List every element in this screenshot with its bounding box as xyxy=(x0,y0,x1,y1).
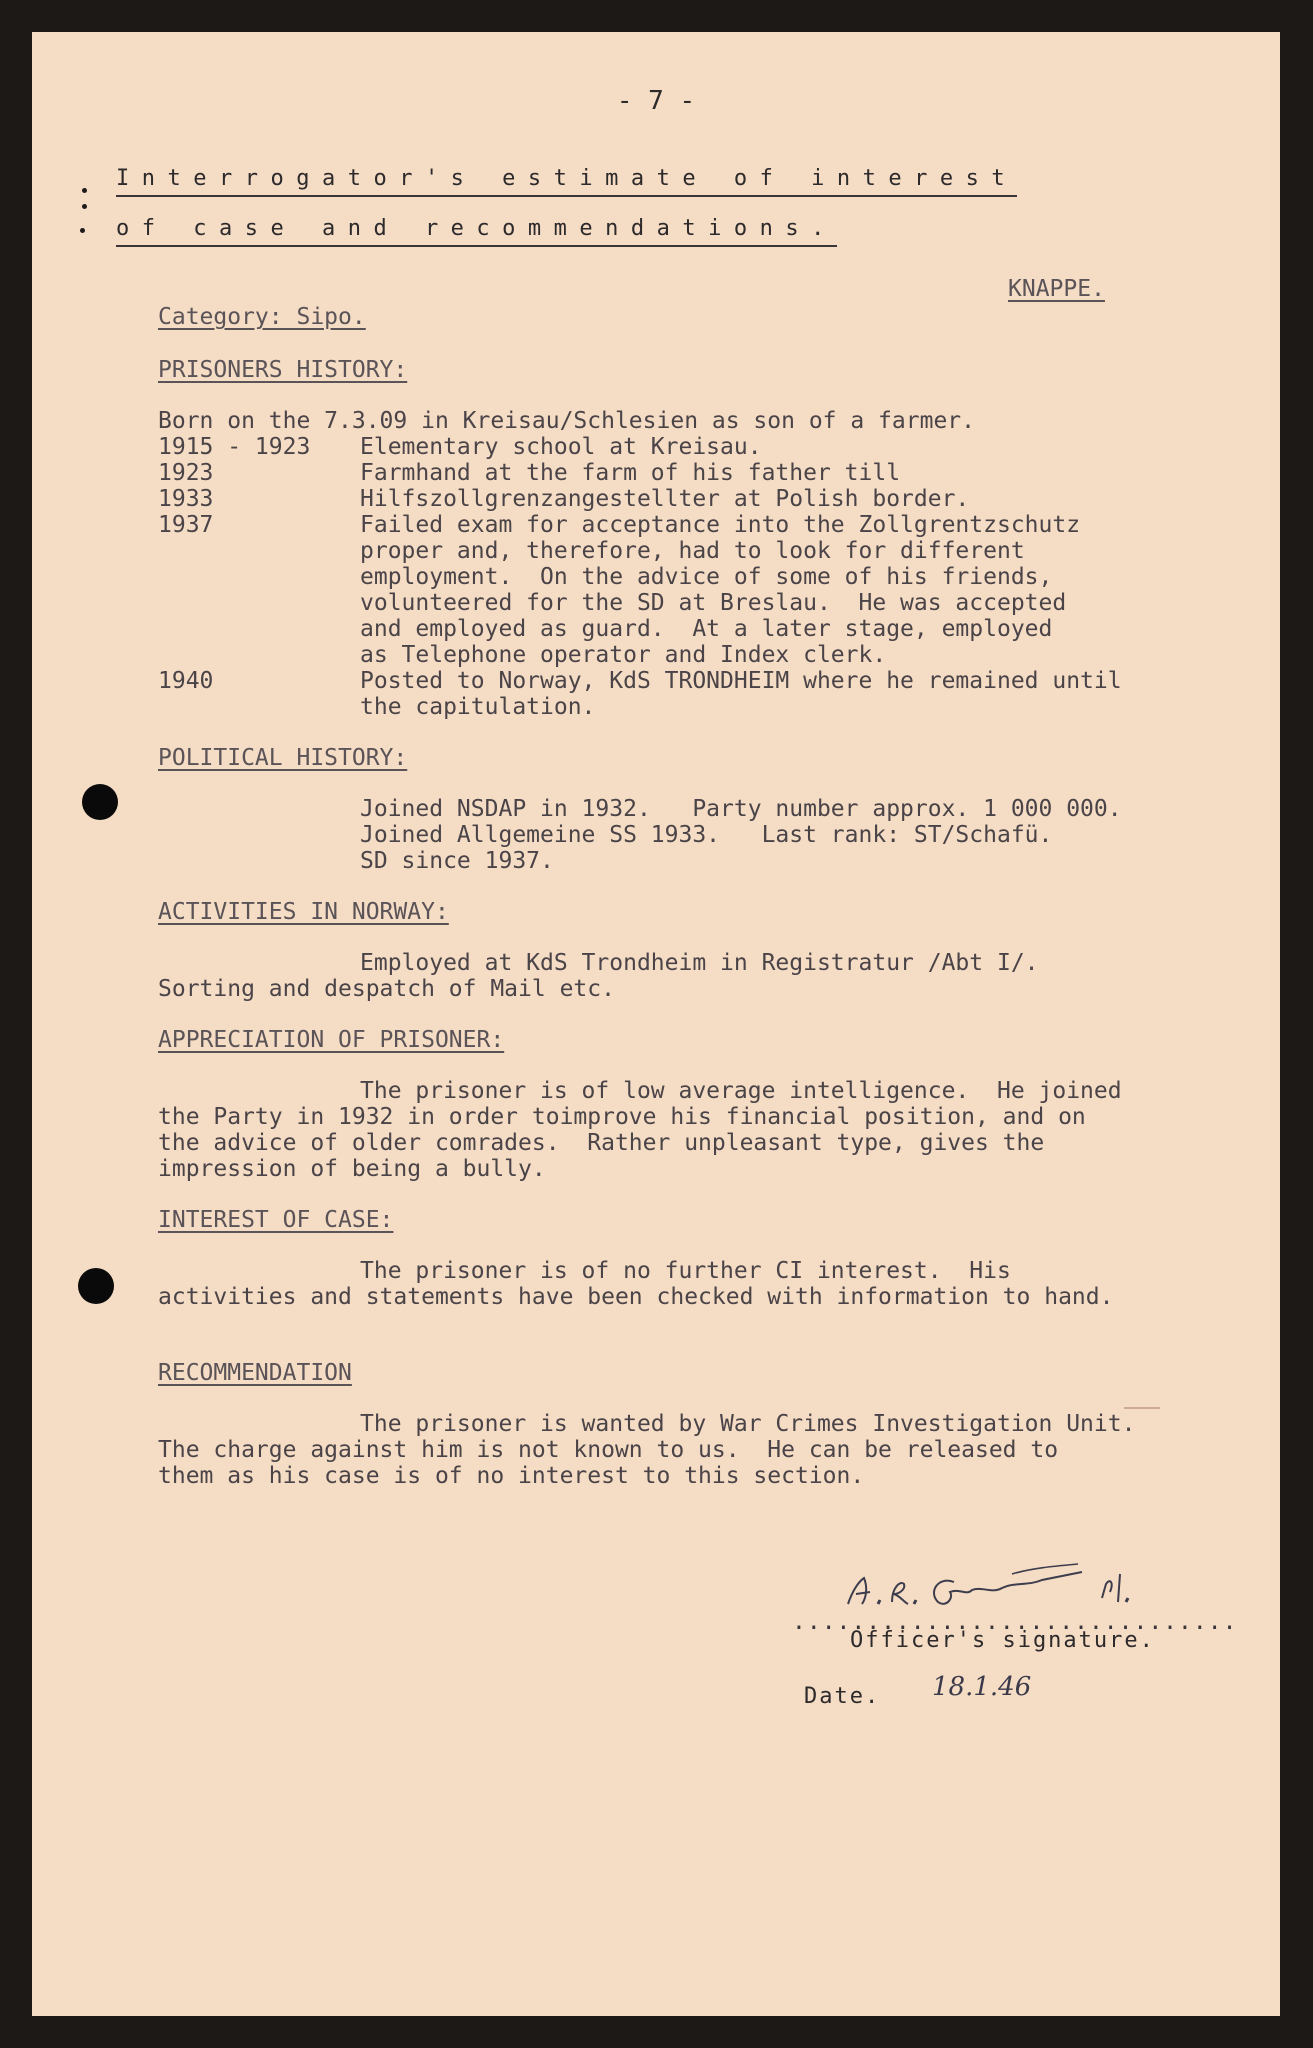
history-year: 1940 xyxy=(158,668,214,694)
punch-hole xyxy=(82,784,118,820)
appreciation-text: impression of being a bully. xyxy=(158,1156,546,1182)
history-intro: Born on the 7.3.09 in Kreisau/Schlesien as son of a farmer. xyxy=(158,408,975,434)
activities-text: Sorting and despatch of Mail etc. xyxy=(158,976,615,1002)
history-year: 1933 xyxy=(158,486,214,512)
history-year: 1937 xyxy=(158,512,214,538)
history-text: Hilfszollgrenzangestellter at Polish border. xyxy=(360,486,970,512)
recommendation-text: The charge against him is not known to us. He can be released to xyxy=(158,1437,1059,1463)
document-page xyxy=(32,32,1280,2016)
political-text: Joined Allgemeine SS 1933. Last rank: ST/Schafü. xyxy=(360,822,1053,848)
punch-hole xyxy=(78,1268,114,1304)
history-text: Posted to Norway, KdS TRONDHEIM where he remained until xyxy=(360,668,1122,694)
category: Category: Sipo. xyxy=(158,304,366,330)
appreciation-text: The prisoner is of low average intelligence. He joined xyxy=(360,1078,1122,1104)
section-title-political-history: POLITICAL HISTORY: xyxy=(158,745,408,771)
signature-label: Officer's signature. xyxy=(850,1628,1155,1653)
history-text: proper and, therefore, had to look for different xyxy=(360,538,1025,564)
margin-mark xyxy=(82,204,87,209)
history-text: the capitulation. xyxy=(360,694,596,720)
heading-line-1: Interrogator's estimate of interest xyxy=(116,166,1017,197)
history-text: and employed as guard. At a later stage, employed xyxy=(360,616,1053,642)
history-text: as Telephone operator and Index clerk. xyxy=(360,642,887,668)
signature-line: .............................. xyxy=(792,1609,1238,1635)
recommendation-text: The prisoner is wanted by War Crimes Investigation Unit. xyxy=(360,1411,1136,1437)
political-text: Joined NSDAP in 1932. Party number approx. 1 000 000. xyxy=(360,796,1122,822)
subject-name: KNAPPE. xyxy=(1008,276,1105,302)
interest-text: The prisoner is of no further CI interest. His xyxy=(360,1258,1011,1284)
section-title-interest: INTEREST OF CASE: xyxy=(158,1207,394,1233)
margin-mark xyxy=(82,188,87,193)
history-year: 1915 - 1923 xyxy=(158,434,311,460)
appreciation-text: the Party in 1932 in order toimprove his financial position, and on xyxy=(158,1104,1086,1130)
handwritten-signature xyxy=(842,1552,1172,1612)
history-text: volunteered for the SD at Breslau. He was accepted xyxy=(360,590,1067,616)
activities-text: Employed at KdS Trondheim in Registratur /Abt I/. xyxy=(360,950,1039,976)
heading-line-2: of case and recommendations. xyxy=(116,216,837,247)
history-year: 1923 xyxy=(158,460,214,486)
date-value: 18.1.46 xyxy=(932,1672,1032,1702)
history-text: Failed exam for acceptance into the Zollgrentzschutz xyxy=(360,512,1081,538)
history-text: Farmhand at the farm of his father till xyxy=(360,460,901,486)
political-text: SD since 1937. xyxy=(360,848,554,874)
history-text: Elementary school at Kreisau. xyxy=(360,434,762,460)
section-title-activities: ACTIVITIES IN NORWAY: xyxy=(158,899,449,925)
recommendation-text: them as his case is of no interest to this section. xyxy=(158,1463,865,1489)
history-text: employment. On the advice of some of his friends, xyxy=(360,564,1053,590)
stray-mark xyxy=(1124,1407,1160,1409)
date-label: Date. xyxy=(804,1684,881,1709)
appreciation-text: the advice of older comrades. Rather unpleasant type, gives the xyxy=(158,1130,1045,1156)
section-title-recommendation: RECOMMENDATION xyxy=(158,1360,352,1386)
page-number: - 7 - xyxy=(616,86,696,116)
margin-mark xyxy=(80,228,85,233)
interest-text: activities and statements have been checked with information to hand. xyxy=(158,1284,1114,1310)
section-title-prisoners-history: PRISONERS HISTORY: xyxy=(158,357,408,383)
section-title-appreciation: APPRECIATION OF PRISONER: xyxy=(158,1027,505,1053)
